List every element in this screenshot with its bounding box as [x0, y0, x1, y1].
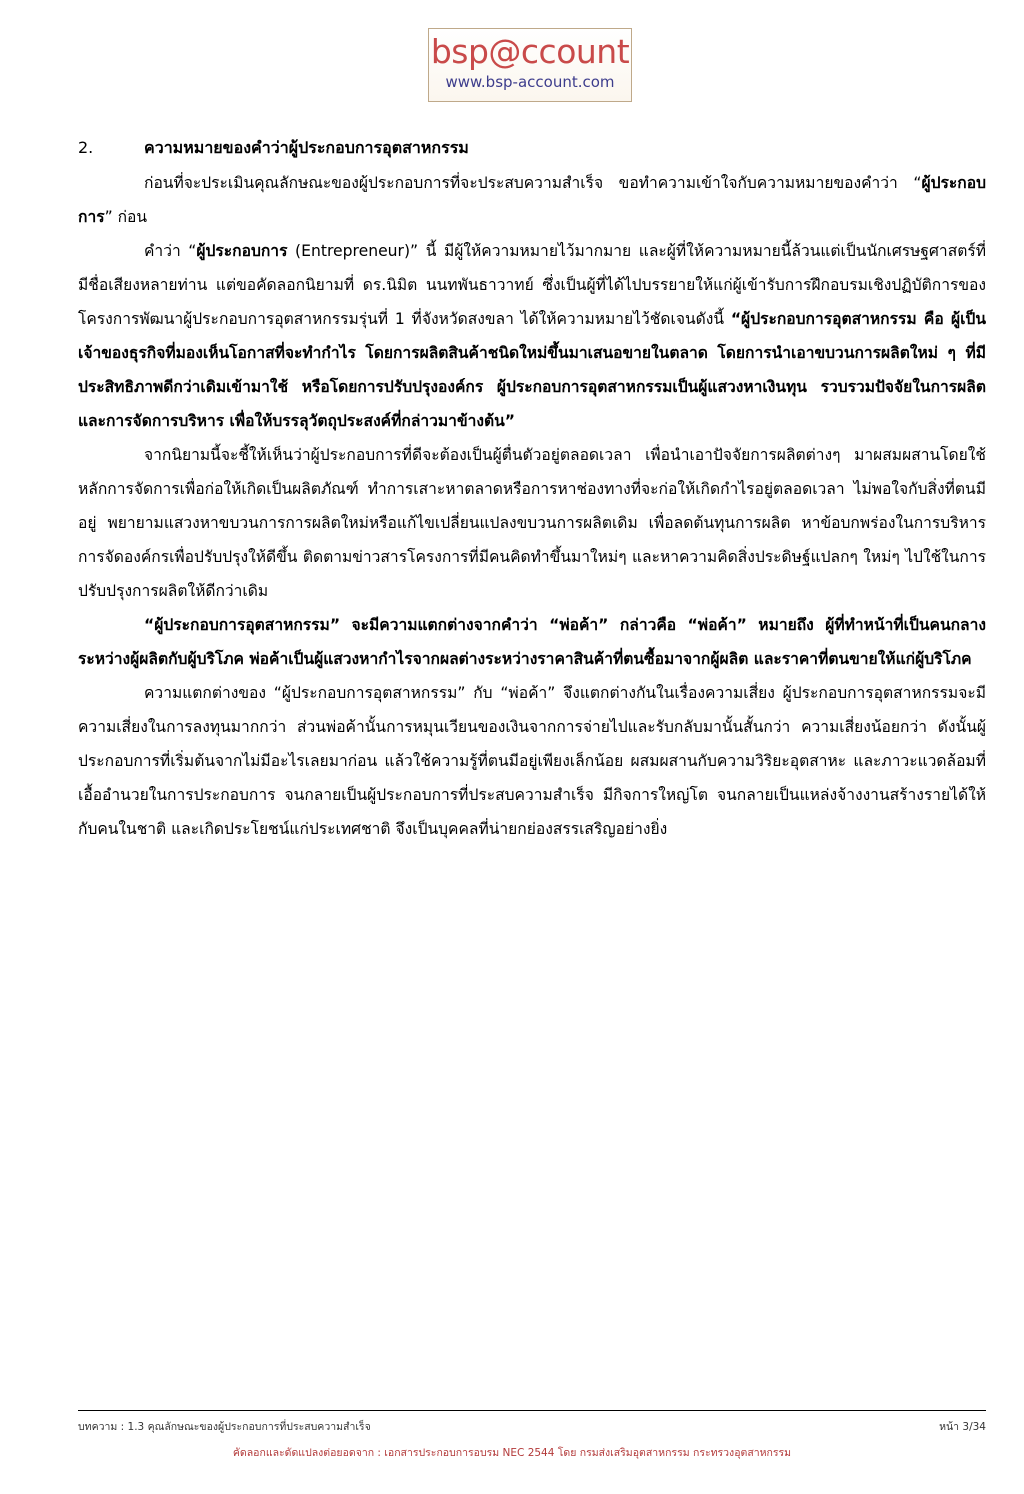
logo [428, 28, 632, 102]
logo-url: www.bsp-account.com [445, 73, 615, 91]
footer-article-title: บทความ : 1.3 คุณลักษณะของผู้ประกอบการที่ประสบความสำเร็จ [78, 1421, 371, 1433]
paragraph-3: จากนิยามนี้จะชี้ให้เห็นว่าผู้ประกอบการที่ดีจะต้องเป็นผู้ตื่นตัวอยู่ตลอดเวลา เพื่อนำเอาปัจจัยการผลิตต่างๆ มาผสมผสานโดยใช้หลักการจัดการเพื่อก่อให้เกิดเป็นผลิตภัณฑ์ ทำการเสาะหาตลาดหรือการหาช่องทางที่จะก่อให้เกิดกำไรอยู่ตลอดเวลา ไม่พอใจกับสิ่งที่ตนมีอยู่ พยายามแสวงหาขบวนการการผลิตใหม่หรือแก้ไขเปลี่ยนแปลงขบวนการผลิตเดิม เพื่อลดต้นทุนการผลิต หาข้อบกพร่องในการบริหาร การจัดองค์กรเพื่อปรับปรุงให้ดีขึ้น ติดตามข่าวสารโครงการที่มีคนคิดทำขึ้นมาใหม่ๆ และหาความคิดสิ่งประดิษฐ์แปลกๆ ใหม่ๆ ไปใช้ในการปรับปรุงการผลิตให้ดีกว่าเดิม [78, 446, 986, 600]
section-title: ความหมายของคำว่าผู้ประกอบการอุตสาหกรรม [144, 138, 469, 157]
paragraph-1-text: ก่อนที่จะประเมินคุณลักษณะของผู้ประกอบการที่จะประสบความสำเร็จ ขอทำความเข้าใจกับความหมายของคำว่า “ [144, 174, 922, 192]
paragraph-2-definition: “ผู้ประกอบการอุตสาหกรรม คือ ผู้เป็นเจ้าของธุรกิจที่มองเห็นโอกาสที่จะทำกำไร โดยการผลิตสินค้าชนิดใหม่ขึ้นมาเสนอขายในตลาด โดยการนำเอาขบวนการผลิตใหม่ ๆ ที่มีประสิทธิภาพดีกว่าเดิมเข้ามาใช้ หรือโดยการปรับปรุงองค์กร ผู้ประกอบการอุตสาหกรรมเป็นผู้แสวงหาเงินทุน รวบรวมปัจจัยในการผลิต และการจัดการบริหาร เพื่อให้บรรลุวัตถุประสงค์ที่กล่าวมาข้างต้น” [78, 310, 986, 430]
paragraph-2-term: ผู้ประกอบการ [196, 242, 288, 260]
footer-credit: คัดลอกและดัดแปลงต่อยอดจาก : เอกสารประกอบการอบรม NEC 2544 โดย กรมส่งเสริมอุตสาหกรรม กระทรวงอุตสาหกรรม [232, 1447, 792, 1459]
paragraph-2 [78, 234, 986, 438]
paragraph-2-intro: คำว่า “ [144, 242, 197, 260]
footer-page-number: หน้า 3/34 [939, 1421, 986, 1433]
paragraph-4 [78, 608, 986, 676]
paragraph-2-text: (Entrepreneur)” นี้ มีผู้ให้ความหมายไว้มากมาย และผู้ที่ให้ความหมายนี้ล้วนแต่เป็นนักเศรษฐศาสตร์ที่มีชื่อเสียงหลายท่าน แต่ขอคัดลอกนิยามที่ ดร.นิมิต นนทพันธาวาทย์ ซึ่งเป็นผู้ที่ได้ไปบรรยายให้แก่ผู้เข้ารับการฝึกอบรมเชิงปฏิบัติการของโครงการพัฒนาผู้ประกอบการอุตสาหกรรมรุ่นที่ 1 ที่จังหวัดสงขลา ได้ให้ความหมายไว้ชัดเจนดังนี้ [78, 242, 986, 328]
section-number: 2. [78, 138, 94, 157]
footer-divider [78, 1410, 986, 1411]
paragraph-1-term: ผู้ประกอบการ [78, 174, 986, 226]
section-heading [78, 130, 986, 166]
paragraph-1 [78, 166, 986, 234]
paragraph-1-end: ” ก่อน [104, 208, 148, 226]
paragraph-5: ความแตกต่างของ “ผู้ประกอบการอุตสาหกรรม” กับ “พ่อค้า” จึงแตกต่างกันในเรื่องความเสี่ยง ผู้ประกอบการอุตสาหกรรมจะมีความเสี่ยงในการลงทุนมากกว่า ส่วนพ่อค้านั้นการหมุนเวียนของเงินจากการจ่ายไปและรับกลับมานั้นสั้นกว่า ความเสี่ยงน้อยกว่า ดังนั้นผู้ประกอบการที่เริ่มต้นจากไม่มีอะไรเลยมาก่อน แล้วใช้ความรู้ที่ตนมีอยู่เพียงเล็กน้อย ผสมผสานกับความวิริยะอุตสาหะ และภาวะแวดล้อมที่เอื้ออำนวยในการประกอบการ จนกลายเป็นผู้ประกอบการที่ประสบความสำเร็จ มีกิจการใหญ่โต จนกลายเป็นแหล่งจ้างงานสร้างรายได้ให้กับคนในชาติ และเกิดประโยชน์แก่ประเทศชาติ จึงเป็นบุคคลที่น่ายกย่องสรรเสริญอย่างยิ่ง [78, 684, 986, 838]
logo-brand: bsp@ccount [430, 32, 630, 71]
paragraph-4-text: “ผู้ประกอบการอุตสาหกรรม” จะมีความแตกต่างจากคำว่า “พ่อค้า” กล่าวคือ “พ่อค้า” หมายถึง ผู้ที่ทำหน้าที่เป็นคนกลางระหว่างผู้ผลิตกับผู้บริโภค พ่อค้าเป็นผู้แสวงหากำไรจากผลต่างระหว่างราคาสินค้าที่ตนซื้อมาจากผู้ผลิต และราคาที่ตนขายให้แก่ผู้บริโภค [78, 616, 986, 668]
document-body [78, 130, 986, 846]
